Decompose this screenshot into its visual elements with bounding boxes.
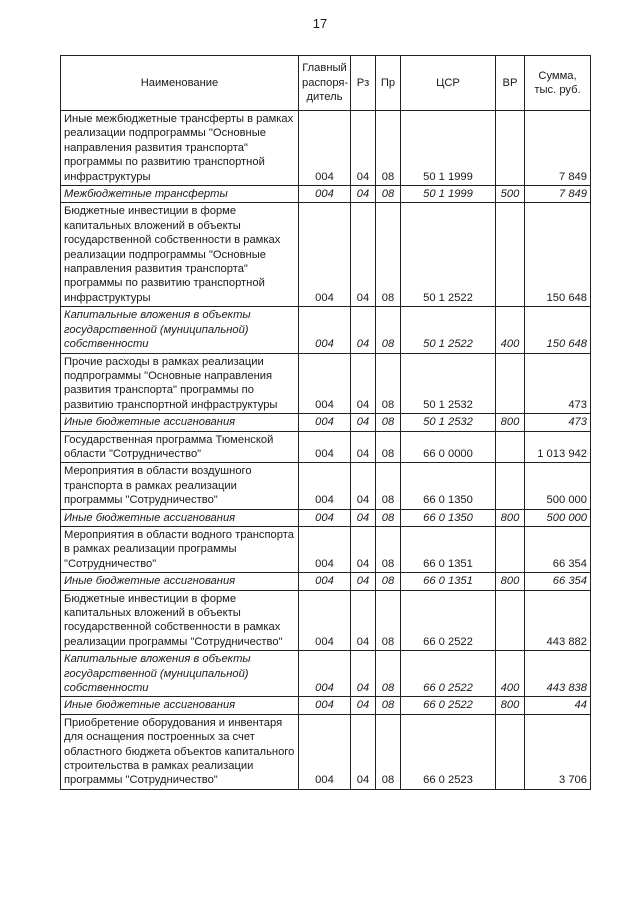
cell-glava: 004 bbox=[299, 526, 351, 572]
cell-rz: 04 bbox=[351, 307, 376, 353]
header-csr: ЦСР bbox=[401, 56, 496, 111]
cell-csr: 66 0 0000 bbox=[401, 431, 496, 463]
cell-csr: 66 0 1351 bbox=[401, 526, 496, 572]
cell-glava: 004 bbox=[299, 414, 351, 431]
header-vr: ВР bbox=[496, 56, 525, 111]
cell-vr: 800 bbox=[496, 573, 525, 590]
cell-name: Иные бюджетные ассигнования bbox=[61, 414, 299, 431]
cell-name: Бюджетные инвестиции в форме капитальных вложений в объекты государственной собственности в рамках реализации программы "Сотрудничество" bbox=[61, 590, 299, 651]
cell-pr: 08 bbox=[376, 697, 401, 714]
cell-rz: 04 bbox=[351, 590, 376, 651]
cell-vr bbox=[496, 431, 525, 463]
cell-vr bbox=[496, 353, 525, 414]
table-row bbox=[61, 414, 591, 431]
cell-vr bbox=[496, 590, 525, 651]
cell-pr: 08 bbox=[376, 353, 401, 414]
cell-vr: 800 bbox=[496, 697, 525, 714]
cell-rz: 04 bbox=[351, 509, 376, 526]
header-glava: Главный распоря-дитель bbox=[299, 56, 351, 111]
cell-rz: 04 bbox=[351, 186, 376, 203]
cell-pr: 08 bbox=[376, 307, 401, 353]
header-rz: Рз bbox=[351, 56, 376, 111]
cell-sum: 7 849 bbox=[525, 186, 591, 203]
cell-name: Бюджетные инвестиции в форме капитальных вложений в объекты государственной собственности в рамках реализации подпрограммы "Основные направления развития транспорта" программы по развитию транспортной инфраструктуры bbox=[61, 203, 299, 307]
cell-rz: 04 bbox=[351, 463, 376, 509]
cell-rz: 04 bbox=[351, 714, 376, 789]
header-name: Наименование bbox=[61, 56, 299, 111]
cell-pr: 08 bbox=[376, 509, 401, 526]
table-row bbox=[61, 573, 591, 590]
table-row bbox=[61, 111, 591, 186]
cell-csr: 50 1 2522 bbox=[401, 203, 496, 307]
cell-name: Иные бюджетные ассигнования bbox=[61, 573, 299, 590]
cell-glava: 004 bbox=[299, 509, 351, 526]
cell-glava: 004 bbox=[299, 463, 351, 509]
cell-pr: 08 bbox=[376, 111, 401, 186]
cell-pr: 08 bbox=[376, 573, 401, 590]
cell-sum: 3 706 bbox=[525, 714, 591, 789]
cell-sum: 66 354 bbox=[525, 573, 591, 590]
cell-csr: 66 0 2522 bbox=[401, 590, 496, 651]
cell-vr: 800 bbox=[496, 509, 525, 526]
cell-sum: 7 849 bbox=[525, 111, 591, 186]
cell-csr: 66 0 2522 bbox=[401, 651, 496, 697]
cell-sum: 473 bbox=[525, 353, 591, 414]
cell-glava: 004 bbox=[299, 431, 351, 463]
table-row bbox=[61, 697, 591, 714]
budget-table bbox=[60, 55, 591, 790]
cell-csr: 66 0 1350 bbox=[401, 463, 496, 509]
cell-name: Капитальные вложения в объекты государственной (муниципальной) собственности bbox=[61, 307, 299, 353]
table-row bbox=[61, 509, 591, 526]
cell-name: Приобретение оборудования и инвентаря для оснащения построенных за счет областного бюджета объектов капитального строительства в рамках реализации программы "Сотрудничество" bbox=[61, 714, 299, 789]
table-row bbox=[61, 526, 591, 572]
cell-name: Прочие расходы в рамках реализации подпрограммы "Основные направления развития транспорта" программы по развитию транспортной инфраструктуры bbox=[61, 353, 299, 414]
cell-name: Мероприятия в области водного транспорта в рамках реализации программы "Сотрудничество" bbox=[61, 526, 299, 572]
table-row bbox=[61, 651, 591, 697]
cell-pr: 08 bbox=[376, 714, 401, 789]
cell-csr: 66 0 2523 bbox=[401, 714, 496, 789]
cell-rz: 04 bbox=[351, 431, 376, 463]
page-number: 17 bbox=[312, 16, 328, 31]
cell-csr: 50 1 1999 bbox=[401, 186, 496, 203]
cell-pr: 08 bbox=[376, 431, 401, 463]
cell-csr: 50 1 1999 bbox=[401, 111, 496, 186]
cell-vr bbox=[496, 203, 525, 307]
cell-vr bbox=[496, 526, 525, 572]
cell-glava: 004 bbox=[299, 307, 351, 353]
table-row bbox=[61, 714, 591, 789]
cell-glava: 004 bbox=[299, 590, 351, 651]
table-row bbox=[61, 307, 591, 353]
cell-pr: 08 bbox=[376, 526, 401, 572]
cell-name: Межбюджетные трансферты bbox=[61, 186, 299, 203]
cell-sum: 66 354 bbox=[525, 526, 591, 572]
cell-name: Иные межбюджетные трансферты в рамках реализации подпрограммы "Основные направления развития транспорта" программы по развитию транспортной инфраструктуры bbox=[61, 111, 299, 186]
table-row bbox=[61, 353, 591, 414]
cell-vr bbox=[496, 463, 525, 509]
table-header-row bbox=[61, 56, 591, 111]
cell-glava: 004 bbox=[299, 203, 351, 307]
cell-sum: 473 bbox=[525, 414, 591, 431]
cell-rz: 04 bbox=[351, 353, 376, 414]
cell-name: Капитальные вложения в объекты государственной (муниципальной) собственности bbox=[61, 651, 299, 697]
cell-vr: 500 bbox=[496, 186, 525, 203]
cell-sum: 443 838 bbox=[525, 651, 591, 697]
cell-csr: 66 0 1350 bbox=[401, 509, 496, 526]
cell-rz: 04 bbox=[351, 651, 376, 697]
cell-name: Иные бюджетные ассигнования bbox=[61, 509, 299, 526]
cell-vr: 800 bbox=[496, 414, 525, 431]
cell-vr: 400 bbox=[496, 307, 525, 353]
cell-pr: 08 bbox=[376, 651, 401, 697]
table-row bbox=[61, 203, 591, 307]
cell-glava: 004 bbox=[299, 353, 351, 414]
cell-vr bbox=[496, 714, 525, 789]
cell-pr: 08 bbox=[376, 186, 401, 203]
cell-sum: 150 648 bbox=[525, 307, 591, 353]
cell-pr: 08 bbox=[376, 414, 401, 431]
cell-vr: 400 bbox=[496, 651, 525, 697]
cell-rz: 04 bbox=[351, 526, 376, 572]
cell-pr: 08 bbox=[376, 203, 401, 307]
cell-sum: 44 bbox=[525, 697, 591, 714]
cell-csr: 50 1 2522 bbox=[401, 307, 496, 353]
cell-pr: 08 bbox=[376, 463, 401, 509]
cell-csr: 66 0 1351 bbox=[401, 573, 496, 590]
cell-sum: 1 013 942 bbox=[525, 431, 591, 463]
table-row bbox=[61, 431, 591, 463]
cell-glava: 004 bbox=[299, 697, 351, 714]
cell-name: Мероприятия в области воздушного транспорта в рамках реализации программы "Сотрудничество" bbox=[61, 463, 299, 509]
cell-rz: 04 bbox=[351, 203, 376, 307]
cell-glava: 004 bbox=[299, 186, 351, 203]
cell-vr bbox=[496, 111, 525, 186]
cell-csr: 50 1 2532 bbox=[401, 414, 496, 431]
cell-sum: 150 648 bbox=[525, 203, 591, 307]
cell-name: Государственная программа Тюменской области "Сотрудничество" bbox=[61, 431, 299, 463]
cell-rz: 04 bbox=[351, 697, 376, 714]
header-sum: Сумма, тыс. руб. bbox=[525, 56, 591, 111]
table-row bbox=[61, 463, 591, 509]
cell-sum: 500 000 bbox=[525, 463, 591, 509]
cell-name: Иные бюджетные ассигнования bbox=[61, 697, 299, 714]
cell-glava: 004 bbox=[299, 714, 351, 789]
cell-rz: 04 bbox=[351, 414, 376, 431]
cell-sum: 500 000 bbox=[525, 509, 591, 526]
cell-csr: 66 0 2522 bbox=[401, 697, 496, 714]
cell-pr: 08 bbox=[376, 590, 401, 651]
cell-rz: 04 bbox=[351, 573, 376, 590]
table-row bbox=[61, 590, 591, 651]
cell-sum: 443 882 bbox=[525, 590, 591, 651]
table-row bbox=[61, 186, 591, 203]
header-pr: Пр bbox=[376, 56, 401, 111]
cell-csr: 50 1 2532 bbox=[401, 353, 496, 414]
cell-glava: 004 bbox=[299, 573, 351, 590]
cell-glava: 004 bbox=[299, 111, 351, 186]
cell-glava: 004 bbox=[299, 651, 351, 697]
cell-rz: 04 bbox=[351, 111, 376, 186]
